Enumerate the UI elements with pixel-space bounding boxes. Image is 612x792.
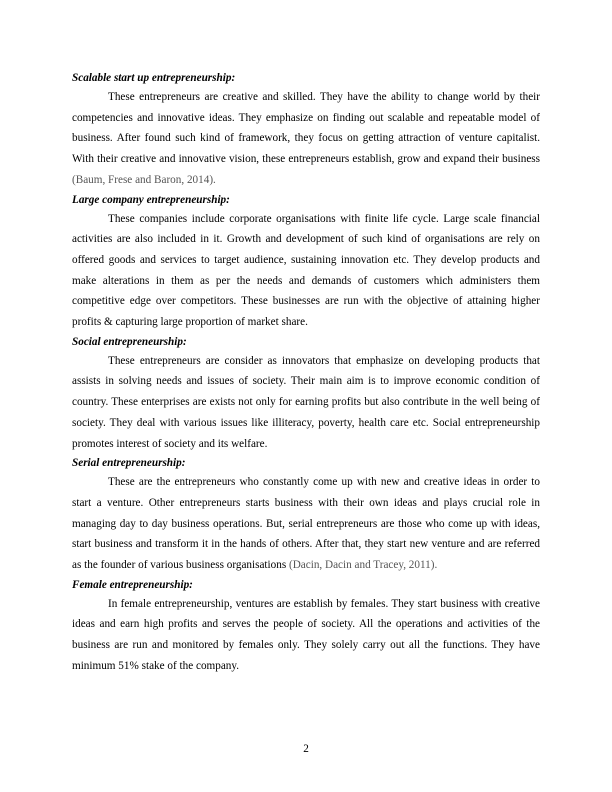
- paragraph-text: These entrepreneurs are consider as innovators that emphasize on developing products that assists in solving needs and issues of society. Their main aim is to improve economic condition of country. These enterprises are exists not only for earning profits but also contribute in the well being of society. They deal with various issues like illiteracy, poverty, health care etc. Social entrepreneurship promotes interest of society and its welfare.: [72, 354, 540, 450]
- section-heading: Female entrepreneurship:: [72, 578, 193, 591]
- section-heading: Scalable start up entrepreneurship:: [72, 72, 236, 84]
- section-paragraph: [72, 594, 540, 677]
- section-scalable-startup: [72, 70, 540, 191]
- paragraph-text: These entrepreneurs are creative and skilled. They have the ability to change world by their competencies and innovative ideas. They emphasize on finding out scalable and repeatable model of business. After found such kind of framework, they focus on getting attraction of venture capitalist. With their creative and innovative vision, these entrepreneurs establish, grow and expand their business: [72, 91, 540, 166]
- section-paragraph: [72, 87, 540, 191]
- section-serial: [72, 455, 540, 576]
- section-paragraph: [72, 209, 540, 333]
- paragraph-text: These companies include corporate organisations with finite life cycle. Large scale financial activities are also included in it. Growth and development of such kind of organisations are rely on offered goods and services to target audience, sustaining innovation etc. They develop products and make alterations in them as per the needs and demands of customers which administers them competitive edge over competitors. These businesses are run with the objective of attaining higher profits & capturing large proportion of market share.: [72, 212, 540, 329]
- citation: (Dacin, Dacin and Tracey, 2011).: [288, 559, 438, 572]
- section-female: [72, 577, 540, 677]
- section-heading: Social entrepreneurship:: [72, 335, 187, 348]
- section-large-company: [72, 192, 540, 333]
- section-paragraph: [72, 472, 540, 576]
- section-heading: Large company entrepreneurship:: [72, 193, 230, 206]
- paragraph-text: In female entrepreneurship, ventures are establish by females. They start business with creative ideas and earn high profits and serves the people of society. All the operations and activities of the business are run and monitored by females only. They solely carry out all the functions. They have minimum 51% stake of the company.: [72, 597, 540, 672]
- section-social: [72, 334, 540, 455]
- citation: (Baum, Frese and Baron, 2014).: [72, 173, 216, 186]
- paragraph-text: These are the entrepreneurs who constantly come up with new and creative ideas in order to start a venture. Other entrepreneurs starts business with their own ideas and plays crucial role in managing day to day business operations. But, serial entrepreneurs are those who come up with ideas, start business and transform it in the hands of others. After that, they start new venture and are referred as the founder of various business organisations: [72, 476, 540, 572]
- document-page: [72, 70, 540, 678]
- page-number: 2: [303, 743, 309, 755]
- section-paragraph: [72, 351, 540, 455]
- section-heading: Serial entrepreneurship:: [72, 457, 186, 470]
